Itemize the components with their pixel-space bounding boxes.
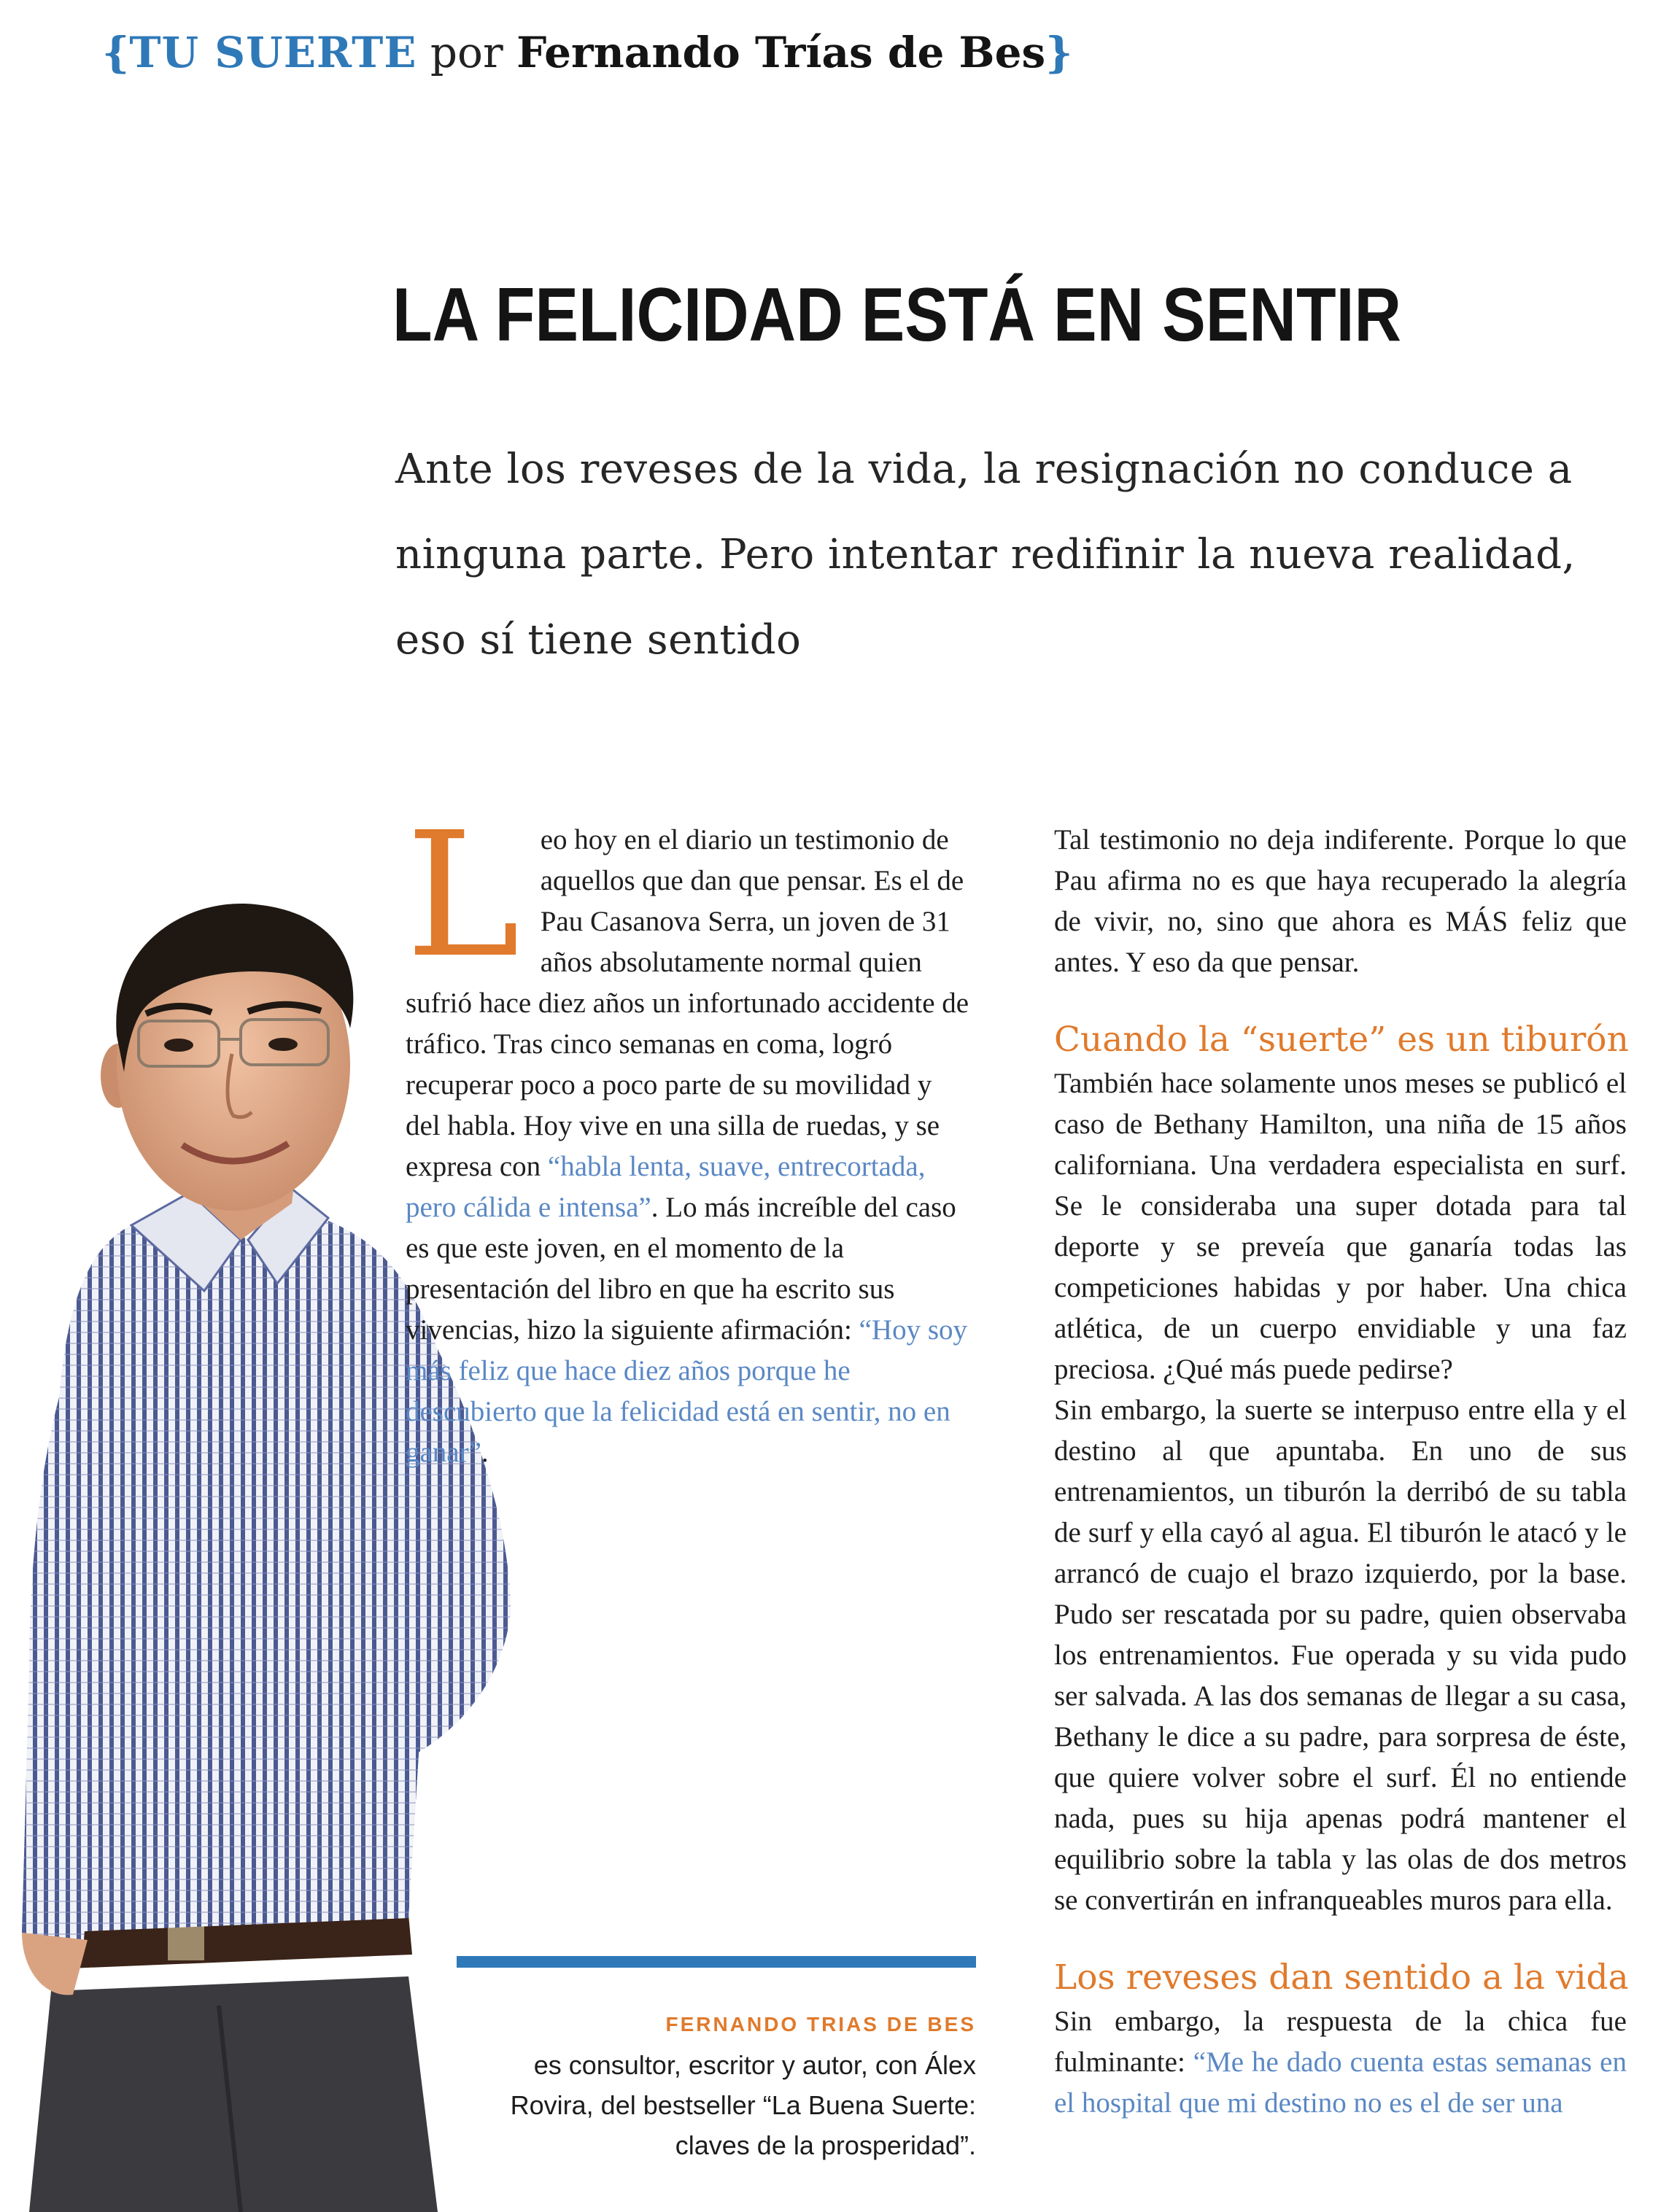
- bio-divider: [457, 1956, 976, 1968]
- paragraph-1: [406, 795, 970, 1473]
- drop-cap: L: [406, 795, 520, 996]
- quote-3: “Me he dado cuenta estas semanas en el hospital que mi destino no es el de ser una: [1054, 2046, 1627, 2119]
- close-brace: }: [1045, 28, 1073, 77]
- subhead-reveses: Los reveses dan sentido a la vida: [1054, 1957, 1629, 1998]
- paragraph-2-post: feliz que antes. Y eso da que pensar.: [1054, 906, 1627, 978]
- paragraph-4: Sin embargo, la suerte se interpuso entre ella y el destino al que apuntaba. En uno de sus entrenamientos, un tiburón la derribó de su tabla de surf y ella cayó al agua. El tiburón le atacó y le arrancó de cuajo el brazo izquierdo, por la base. Pudo ser rescatada por su padre, quien observaba los entrenamientos. Fue operada y su vida pudo ser salvada. A las dos semanas de llegar a su casa, Bethany le dice a su padre, para sorpresa de éste, que quiere volver sobre el surf. Él no entiende nada, pues su hija apenas podrá mantener el equilibrio sobre la tabla y las olas de dos metros se convertirán en infranqueables muros para ella.: [1054, 1394, 1627, 1916]
- right-column: [1054, 820, 1627, 2124]
- bio-name: FERNANDO TRIAS DE BES: [665, 2013, 976, 2036]
- paragraph-5-pre: Sin embargo, la respuesta de la chica fue fulminante:: [1054, 2006, 1627, 2078]
- section-header: [102, 23, 1072, 82]
- paragraph-3: También hace solamente unos meses se publicó el caso de Bethany Hamilton, una niña de 15 años californiana. Una verdadera especialista en surf. Se le consideraba una super dotada para tal deporte y se preveía que ganaría todas las competiciones habidas y por haber. Una chica atlética, de un cuerpo envidiable y una faz preciosa. ¿Qué más puede pedirse?: [1054, 1068, 1627, 1385]
- quote-1: “habla lenta, suave, entrecortada, pero cálida e intensa”: [406, 1151, 926, 1223]
- byline-author: Fernando Trías de Bes: [516, 28, 1046, 77]
- article-deck: Ante los reveses de la vida, la resignación no conduce a ninguna parte. Pero intentar redifinir la nueva realidad, eso sí tiene sentido: [395, 446, 1576, 664]
- section-name: TU SUERTE: [129, 28, 417, 77]
- subhead-shark: Cuando la “suerte” es un tiburón: [1054, 1020, 1629, 1060]
- left-column: [406, 795, 970, 1473]
- open-brace: {: [102, 28, 130, 77]
- byline-by: por: [430, 28, 503, 77]
- paragraph-1-text: eo hoy en el diario un testimonio de aquellos que dan que pensar. Es el de Pau Casanova Serra, un joven de 31 años absolutamente normal quien sufrió hace diez años un infortunado accidente de tráfico. Tras cinco semanas en coma, logró recuperar poco a poco parte de su movilidad y del habla. Hoy vive en una silla de ruedas, y se expresa con: [406, 824, 969, 1182]
- paragraph-2-pre: Tal testimonio no deja indiferente. Porque lo que Pau afirma no es que haya recuperado la alegría de vivir, no, sino que ahora es: [1054, 824, 1627, 937]
- paragraph-2: [1054, 820, 1627, 983]
- paragraph-5: [1054, 2001, 1627, 2124]
- paragraph-1-end: .: [481, 1437, 489, 1468]
- paragraph-2-caps: MÁS: [1445, 906, 1509, 937]
- bio-text: es consultor, escritor y autor, con Álex Rovira, del bestseller “La Buena Suerte: claves de la prosperidad”.: [510, 2050, 976, 2160]
- paragraph-1-text-2: . Lo más increíble del caso es que este joven, en el momento de la presentación del libro en que ha escrito sus vivencias, hizo la siguiente afirmación:: [406, 1192, 956, 1346]
- quote-2: “Hoy soy más feliz que hace diez años porque he descubierto que la felicidad está en sentir, no en ganar”: [406, 1314, 968, 1468]
- article-headline: LA FELICIDAD ESTÁ EN SENTIR: [392, 273, 1402, 357]
